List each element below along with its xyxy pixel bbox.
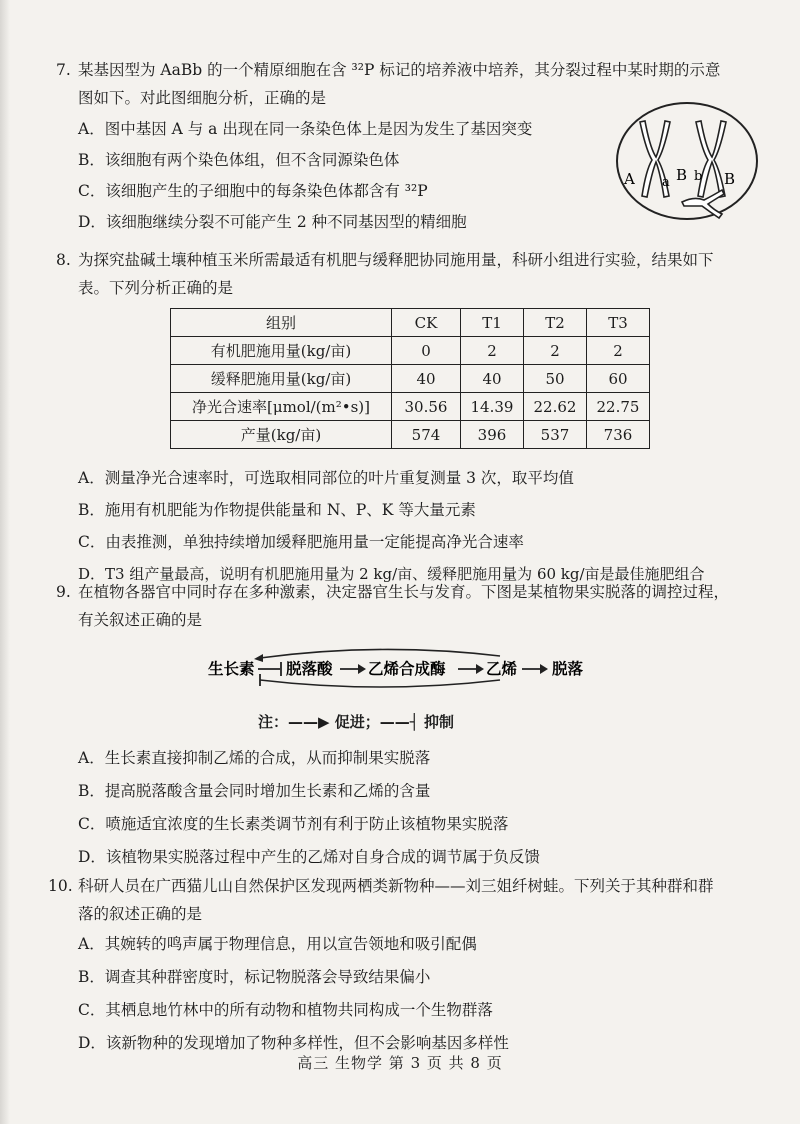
option-a: A．生长素直接抑制乙烯的合成，从而抑制果实脱落 (78, 749, 431, 767)
question-stem: 某基因型为 AaBb 的一个精原细胞在含 ³²P 标记的培养液中培养，其分裂过程中某时期的示意 (78, 61, 721, 79)
table-cell: 有机肥施用量(kg/亩) (171, 337, 392, 365)
fertilizer-table (170, 308, 650, 449)
question-9 (56, 578, 760, 634)
page-footer: 高三 生物学 第 3 页 共 8 页 (297, 1054, 503, 1072)
table-cell: 537 (524, 421, 587, 449)
cell-division-diagram (612, 100, 762, 222)
table-cell: 净光合速率[μmol/(m²•s)] (171, 393, 392, 421)
flow-node-aba: 脱落酸 (286, 660, 333, 678)
option-c: C．该细胞产生的子细胞中的每条染色体都含有 ³²P (78, 182, 428, 200)
table-cell: 396 (461, 421, 524, 449)
table-cell: 缓释肥施用量(kg/亩) (171, 365, 392, 393)
option-a: A．其婉转的鸣声属于物理信息，用以宣告领地和吸引配偶 (78, 935, 477, 953)
table-header-row (171, 309, 650, 337)
table-cell: T1 (461, 309, 524, 337)
table-cell: 50 (524, 365, 587, 393)
table-row (171, 421, 650, 449)
question-stem-cont: 有关叙述正确的是 (78, 611, 203, 629)
feedback-curve-top (260, 649, 500, 658)
option-d: D．该植物果实脱落过程中产生的乙烯对自身合成的调节属于负反馈 (78, 848, 540, 866)
table-cell: CK (392, 309, 461, 337)
feedback-curve-bottom (260, 680, 500, 687)
flow-node-enzyme: 乙烯合成酶 (368, 660, 446, 678)
table-cell: T2 (524, 309, 587, 337)
table-row (171, 365, 650, 393)
question-stem: 科研人员在广西猫儿山自然保护区发现两栖类新物种——刘三姐纤树蛙。下列关于其种群和群 (78, 877, 714, 895)
question-10 (48, 872, 760, 1057)
option-c: C．喷施适宜浓度的生长素类调节剂有利于防止该植物果实脱落 (78, 815, 509, 833)
gene-label: a (662, 175, 670, 190)
table-cell: 30.56 (392, 393, 461, 421)
question-stem-cont: 表。下列分析正确的是 (78, 279, 234, 297)
table-cell: 736 (587, 421, 650, 449)
arrow-head (254, 654, 263, 662)
table-cell: 574 (392, 421, 461, 449)
table-cell: 40 (461, 365, 524, 393)
option-d: D．T3 组产量最高，说明有机肥施用量为 2 kg/亩、缓释肥施用量为 60 kg/亩是最佳施肥组合 (78, 565, 705, 583)
option-d: D．该细胞继续分裂不可能产生 2 种不同基因型的精细胞 (78, 213, 467, 231)
table-cell: 40 (392, 365, 461, 393)
option-a: A．图中基因 A 与 a 出现在同一条染色体上是因为发生了基因突变 (78, 120, 533, 138)
gene-label: B (724, 170, 736, 188)
arrow-head (540, 664, 548, 674)
question-stem: 为探究盐碱土壤种植玉米所需最适有机肥与缓释肥协同施用量，科研小组进行实验，结果如下 (78, 251, 714, 269)
table-cell: 产量(kg/亩) (171, 421, 392, 449)
arrow-head (358, 664, 366, 674)
flow-node-abscission: 脱落 (552, 660, 584, 678)
table-cell: 14.39 (461, 393, 524, 421)
question-number: 10. (48, 877, 73, 895)
option-b: B．调查其种群密度时，标记物脱落会导致结果偏小 (78, 968, 431, 986)
chromosome-right (696, 121, 726, 197)
option-d: D．该新物种的发现增加了物种多样性，但不会影响基因多样性 (78, 1034, 509, 1052)
diagram-legend: 注：——▶ 促进；——┤ 抑制 (258, 713, 455, 731)
question-9-options (78, 744, 760, 871)
regulation-flow-diagram (200, 648, 600, 688)
question-number: 7. (56, 61, 71, 79)
table-cell: T3 (587, 309, 650, 337)
question-stem: 在植物各器官中同时存在多种激素，决定器官生长与发育。下图是某植物果实脱落的调控过程， (78, 583, 730, 601)
table-cell: 2 (461, 337, 524, 365)
scan-edge (0, 0, 10, 1124)
gene-label: b (694, 169, 703, 184)
flow-node-auxin: 生长素 (208, 660, 255, 678)
option-b: B．提高脱落酸含量会同时增加生长素和乙烯的含量 (78, 782, 431, 800)
table-cell: 2 (587, 337, 650, 365)
question-stem-cont: 图如下。对此图细胞分析，正确的是 (78, 89, 327, 107)
question-8 (56, 246, 760, 302)
question-stem-cont: 落的叙述正确的是 (78, 905, 203, 923)
table-row (171, 393, 650, 421)
arrow-head (476, 664, 484, 674)
option-b: B．该细胞有两个染色体组，但不含同源染色体 (78, 151, 400, 169)
gene-label: B (676, 166, 688, 184)
question-number: 8. (56, 251, 71, 269)
option-c: C．由表推测，单独持续增加缓释肥施用量一定能提高净光合速率 (78, 533, 524, 551)
question-number: 9. (56, 583, 71, 601)
table-cell: 60 (587, 365, 650, 393)
option-c: C．其栖息地竹林中的所有动物和植物共同构成一个生物群落 (78, 1001, 493, 1019)
table-cell: 0 (392, 337, 461, 365)
table-cell: 22.75 (587, 393, 650, 421)
option-a: A．测量净光合速率时，可选取相同部位的叶片重复测量 3 次，取平均值 (78, 469, 574, 487)
table-row (171, 337, 650, 365)
question-8-options (78, 464, 760, 588)
flow-node-ethylene: 乙烯 (486, 660, 518, 678)
table-cell: 22.62 (524, 393, 587, 421)
gene-label: A (624, 170, 635, 188)
option-b: B．施用有机肥能为作物提供能量和 N、P、K 等大量元素 (78, 501, 476, 519)
table-cell: 组别 (171, 309, 392, 337)
table-cell: 2 (524, 337, 587, 365)
